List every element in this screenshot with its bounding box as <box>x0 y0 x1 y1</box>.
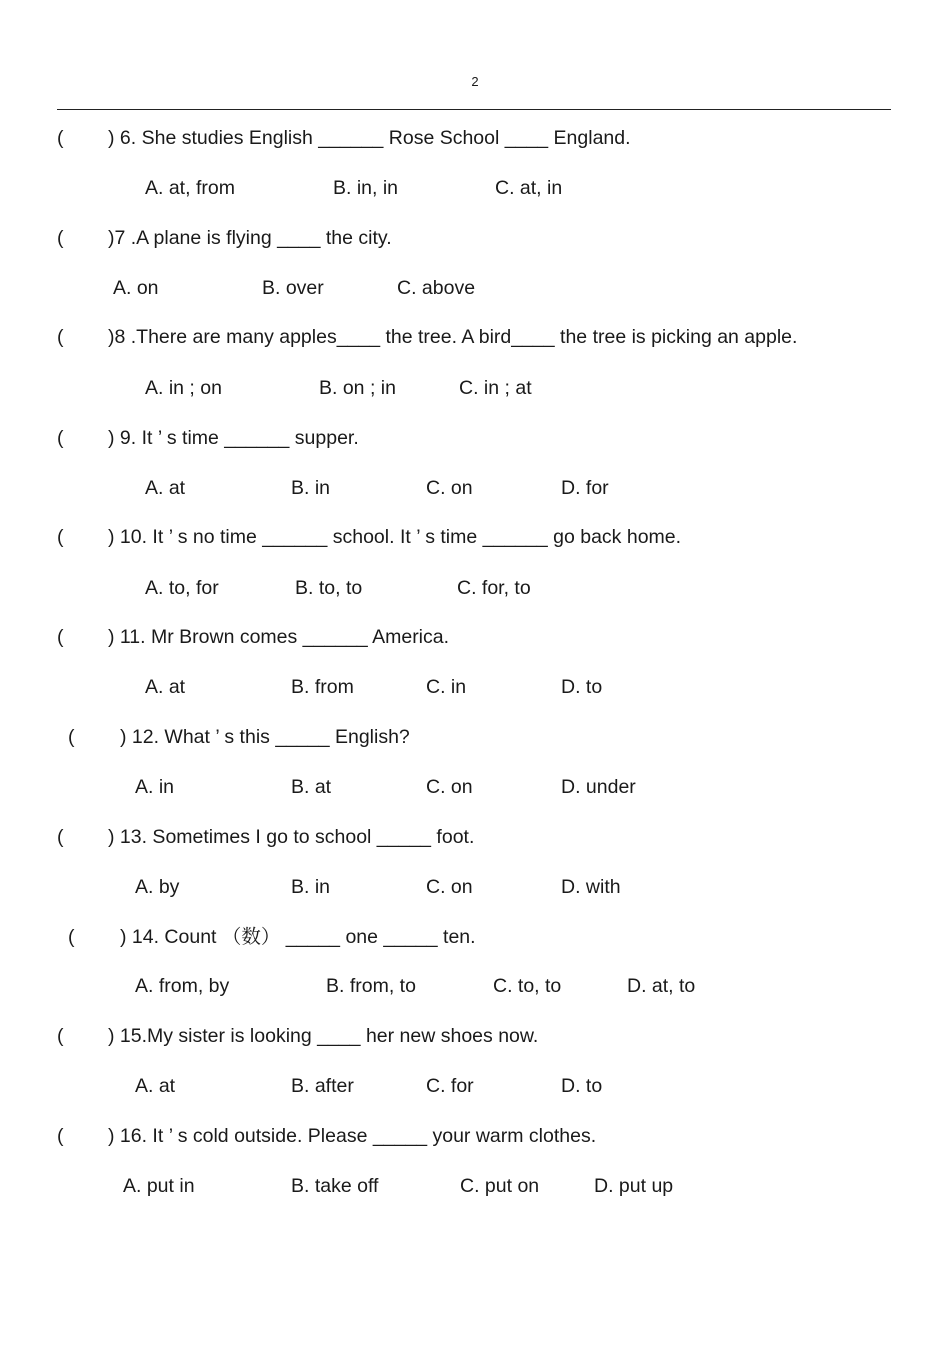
answer-paren[interactable]: ( <box>68 726 75 748</box>
question-text: ) 9. It ’ s time ______ supper. <box>108 427 359 449</box>
option-b: B. after <box>291 1075 354 1097</box>
option-d: D. to <box>561 676 603 698</box>
option-a: A. by <box>135 876 180 898</box>
option-c: C. on <box>426 876 473 898</box>
option-c: C. for, to <box>457 577 531 599</box>
answer-paren[interactable]: ( <box>57 626 64 648</box>
option-c: C. put on <box>460 1175 540 1197</box>
option-c: C. on <box>426 477 473 499</box>
options-8 <box>0 376 950 400</box>
question-text: )8 .There are many apples____ the tree. A bird____ the tree is picking an apple. <box>108 326 798 348</box>
option-a: A. in ; on <box>145 377 222 399</box>
header-divider <box>57 109 891 110</box>
option-b: B. in <box>291 477 331 499</box>
options-9 <box>0 476 950 500</box>
question-text: ) 11. Mr Brown comes ______ America. <box>108 626 450 648</box>
option-c: C. above <box>397 277 476 299</box>
option-b: B. in <box>291 876 331 898</box>
option-d: D. under <box>561 776 636 798</box>
option-c: C. in ; at <box>459 377 532 399</box>
option-b: B. to, to <box>295 577 363 599</box>
answer-paren[interactable]: ( <box>57 1125 64 1147</box>
option-a: A. at <box>135 1075 176 1097</box>
answer-paren[interactable]: ( <box>57 427 64 449</box>
answer-paren[interactable]: ( <box>57 826 64 848</box>
option-c: C. in <box>426 676 467 698</box>
option-d: D. for <box>561 477 609 499</box>
option-a: A. in <box>135 776 175 798</box>
option-d: D. to <box>561 1075 603 1097</box>
options-15 <box>0 1074 950 1098</box>
question-text: ) 16. It ’ s cold outside. Please _____ your warm clothes. <box>108 1125 597 1147</box>
options-10 <box>0 576 950 600</box>
option-b: B. from <box>291 676 354 698</box>
options-11 <box>0 675 950 699</box>
options-14 <box>0 974 950 998</box>
question-text: ) 6. She studies English ______ Rose School ____ England. <box>108 127 631 149</box>
option-a: A. from, by <box>135 975 230 997</box>
question-text: ) 14. Count （数） _____ one _____ ten. <box>120 926 476 948</box>
option-b: B. at <box>291 776 332 798</box>
option-c: C. to, to <box>493 975 562 997</box>
options-7 <box>0 276 950 300</box>
option-c: C. on <box>426 776 473 798</box>
answer-paren[interactable]: ( <box>57 526 64 548</box>
answer-paren[interactable]: ( <box>57 326 64 348</box>
option-d: D. with <box>561 876 621 898</box>
options-13 <box>0 875 950 899</box>
options-12 <box>0 775 950 799</box>
option-d: D. at, to <box>627 975 696 997</box>
options-6 <box>0 176 950 200</box>
option-b: B. from, to <box>326 975 416 997</box>
option-b: B. in, in <box>333 177 399 199</box>
options-16 <box>0 1174 950 1198</box>
option-a: A. at, from <box>145 177 235 199</box>
answer-paren[interactable]: ( <box>57 1025 64 1047</box>
question-text: )7 .A plane is flying ____ the city. <box>108 227 392 249</box>
answer-paren[interactable]: ( <box>57 127 64 149</box>
option-c: C. for <box>426 1075 474 1097</box>
question-text: ) 10. It ’ s no time ______ school. It ’ s time ______ go back home. <box>108 526 682 548</box>
question-text: ) 15.My sister is looking ____ her new shoes now. <box>108 1025 539 1047</box>
answer-paren[interactable]: ( <box>68 926 75 948</box>
option-d: D. put up <box>594 1175 674 1197</box>
option-b: B. over <box>262 277 324 299</box>
option-c: C. at, in <box>495 177 563 199</box>
page-number: 2 <box>471 74 479 89</box>
answer-paren[interactable]: ( <box>57 227 64 249</box>
option-a: A. on <box>113 277 159 299</box>
option-a: A. at <box>145 477 186 499</box>
option-a: A. to, for <box>145 577 219 599</box>
option-b: B. on ; in <box>319 377 396 399</box>
question-text: ) 12. What ’ s this _____ English? <box>120 726 410 748</box>
option-a: A. at <box>145 676 186 698</box>
option-b: B. take off <box>291 1175 379 1197</box>
question-text: ) 13. Sometimes I go to school _____ foot. <box>108 826 475 848</box>
option-a: A. put in <box>123 1175 195 1197</box>
